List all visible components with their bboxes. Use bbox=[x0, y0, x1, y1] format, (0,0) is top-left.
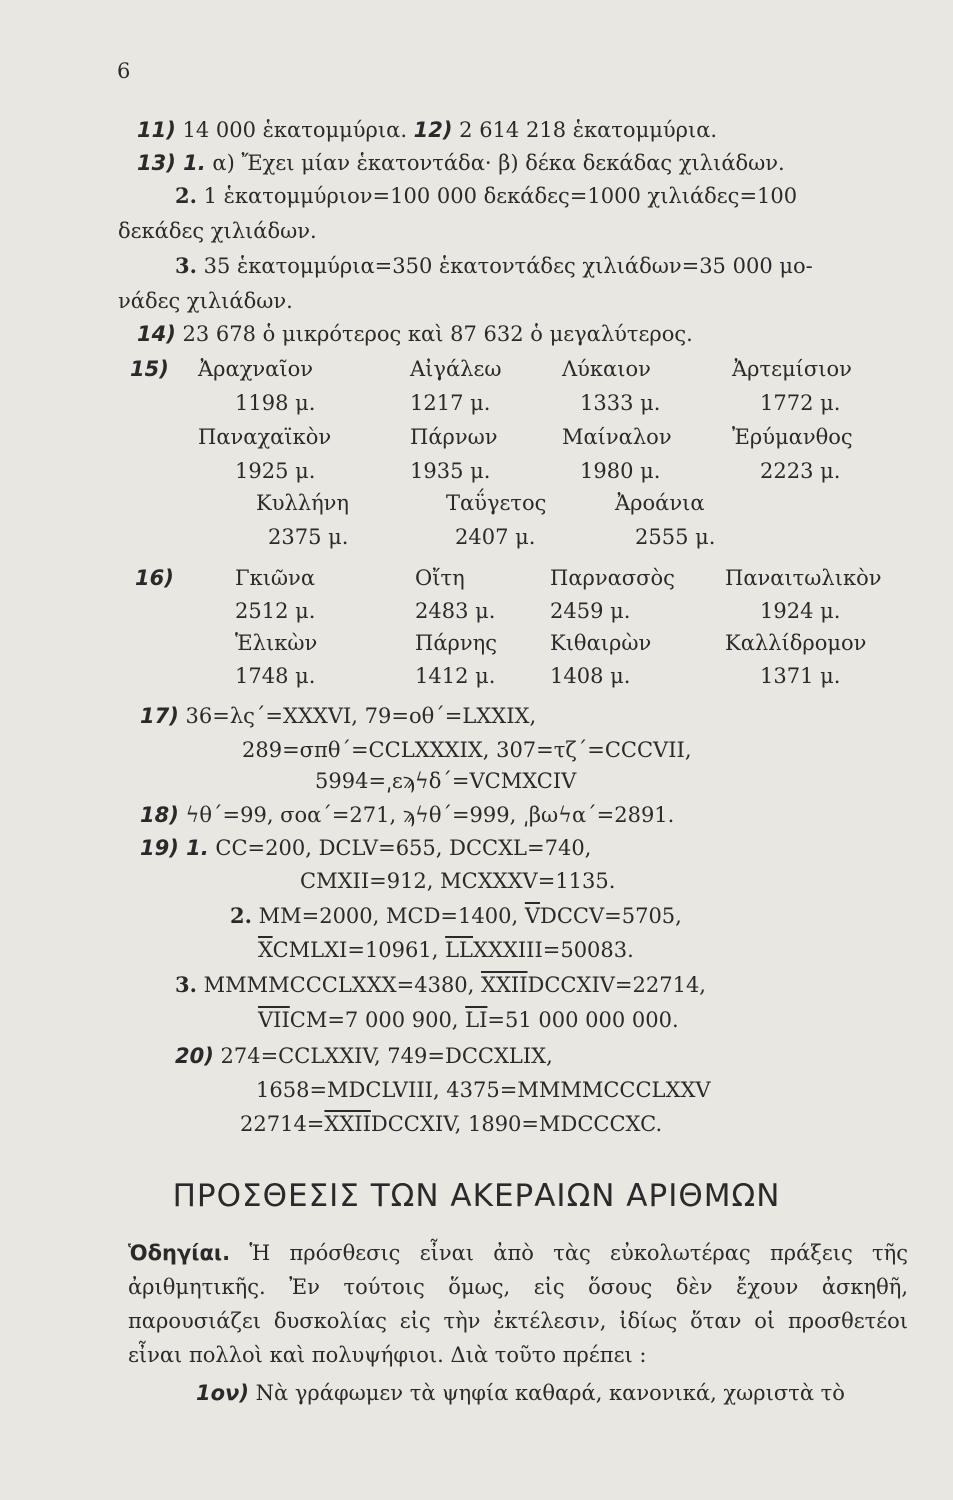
label-11: 11) bbox=[137, 118, 176, 142]
table15-cell-r4-c1: Ταΰγετος bbox=[446, 491, 547, 515]
label-13-1: 13) 1. bbox=[137, 151, 206, 175]
section-heading: ΠΡΟΣΘΕΣΙΣ ΤΩΝ ΑΚΕΡΑΙΩΝ ΑΡΙΘΜΩΝ bbox=[172, 1178, 781, 1214]
table16-cell-r1-c0: 2512 μ. bbox=[235, 599, 316, 623]
answer-19-text1: CC=200, DCLV=655, DCCXL=740, bbox=[208, 836, 592, 860]
answer-13-2 bbox=[175, 183, 797, 209]
answer-19-text5-end: DCCXIV=22714, bbox=[527, 973, 706, 997]
rule-1-label: 1ον) bbox=[196, 1381, 249, 1405]
table15-cell-r1-c2: 1333 μ. bbox=[580, 391, 661, 415]
answer-19-line4 bbox=[258, 937, 634, 963]
answer-19-text6: CM=7 000 900, bbox=[289, 1008, 466, 1032]
instructions-paragraph bbox=[128, 1236, 908, 1372]
table15-cell-r0-c1: Αἰγάλεω bbox=[410, 357, 502, 381]
answer-14 bbox=[137, 321, 693, 347]
table15-cell-r3-c2: 1980 μ. bbox=[580, 459, 661, 483]
answer-19-line2: CMXII=912, MCXXXV=1135. bbox=[300, 869, 616, 893]
answer-19-line6 bbox=[258, 1007, 679, 1033]
label-15: 15) bbox=[130, 357, 169, 381]
label-14: 14) bbox=[137, 322, 176, 346]
table16-cell-r2-c0: Ἑλικὼν bbox=[235, 631, 318, 655]
answer-18 bbox=[140, 802, 674, 828]
table16-cell-r3-c0: 1748 μ. bbox=[235, 664, 316, 688]
answer-19-text4: CMLXI=10961, bbox=[272, 938, 446, 962]
answer-20-text3b: DCCXIV, 1890=MDCCCXC. bbox=[370, 1112, 663, 1136]
rule-1 bbox=[196, 1380, 845, 1406]
page-number: 6 bbox=[117, 59, 131, 83]
table15-cell-r1-c0: 1198 μ. bbox=[235, 391, 316, 415]
table15-cell-r1-c3: 1772 μ. bbox=[760, 391, 841, 415]
table15-cell-r5-c0: 2375 μ. bbox=[268, 525, 349, 549]
label-18: 18) bbox=[140, 803, 179, 827]
table15-cell-r3-c3: 2223 μ. bbox=[760, 459, 841, 483]
answer-20-line3 bbox=[240, 1111, 662, 1137]
rule-1-text: Νὰ γράφωμεν τὰ ψηφία καθαρά, κανονικά, χωριστὰ τὸ bbox=[248, 1381, 845, 1405]
table16-cell-r2-c3: Καλλίδρομον bbox=[725, 631, 867, 655]
answer-13-2-text: 1 ἑκατομμύριον=100 000 δεκάδες=1000 χιλιάδες=100 bbox=[196, 184, 798, 208]
answer-19-text3-end: DCCV=5705, bbox=[539, 904, 682, 928]
answer-19-text4-end: XXXIII=50083. bbox=[473, 938, 634, 962]
answer-13-1 bbox=[137, 150, 785, 176]
table15-cell-r3-c1: 1935 μ. bbox=[410, 459, 491, 483]
label-13-2: 2. bbox=[175, 183, 197, 208]
table16-cell-r0-c0: Γκιῶνα bbox=[235, 566, 316, 590]
table16-cell-r0-c2: Παρνασσὸς bbox=[550, 566, 675, 590]
table15-cell-r5-c1: 2407 μ. bbox=[455, 525, 536, 549]
answer-19-line3 bbox=[230, 903, 682, 929]
answer-19-line1 bbox=[140, 835, 591, 861]
table15-cell-r2-c0: Παναχαϊκὸν bbox=[198, 425, 332, 449]
label-19: 19) 1. bbox=[140, 836, 209, 860]
answer-13-2-cont: δεκάδες χιλιάδων. bbox=[118, 219, 317, 243]
table15-cell-r1-c1: 1217 μ. bbox=[410, 391, 491, 415]
table16-cell-r2-c1: Πάρνης bbox=[415, 631, 497, 655]
answer-19-text4-overline: $\overline{X}$ bbox=[258, 938, 273, 962]
answer-17-line3: 5994=͵εϡϟδ´=VCMXCIV bbox=[315, 769, 577, 793]
table15-cell-r0-c2: Λύκαιον bbox=[562, 357, 651, 381]
table15-cell-r2-c2: Μαίναλον bbox=[562, 425, 672, 449]
table16-cell-r3-c2: 1408 μ. bbox=[550, 664, 631, 688]
answer-14-text: 23 678 ὁ μικρότερος καὶ 87 632 ὁ μεγαλύτερος. bbox=[175, 322, 693, 346]
answer-13-3 bbox=[175, 253, 813, 279]
answer-20-text1: 274=CCLXXIV, 749=DCCXLIX, bbox=[213, 1044, 553, 1068]
table15-cell-r0-c3: Ἀρτεμίσιον bbox=[732, 357, 852, 381]
answer-19-text4-overline2: $\overline{LL}$ bbox=[445, 938, 473, 962]
answer-19-text6-overline2: $\overline{LI}$ bbox=[465, 1008, 488, 1032]
table16-cell-r3-c3: 1371 μ. bbox=[760, 664, 841, 688]
label-13-3: 3. bbox=[175, 253, 197, 278]
answer-12-text: 2 614 218 ἑκατομμύρια. bbox=[452, 118, 718, 142]
answer-20-line2: 1658=MDCLVIII, 4375=MMMMCCCLXXV bbox=[256, 1078, 711, 1102]
answer-17-line1 bbox=[140, 703, 536, 729]
answer-19-text3: MM=2000, MCD=1400, bbox=[251, 904, 525, 928]
answer-19-text5: MMMMCCCLXXX=4380, bbox=[196, 973, 482, 997]
answer-19-text6-overline: $\overline{VII}$ bbox=[258, 1008, 290, 1032]
answer-20-text3a: 22714= bbox=[240, 1112, 325, 1136]
answer-17-text1: 36=λς´=XXXVI, 79=οθ´=LXXIX, bbox=[178, 704, 537, 728]
answer-19-text6-end: =51 000 000 000. bbox=[487, 1008, 679, 1032]
answer-20-line1 bbox=[175, 1043, 553, 1069]
answer-19-text5-overline: XXII bbox=[481, 973, 528, 997]
table15-cell-r2-c3: Ἐρύμανθος bbox=[732, 425, 853, 449]
label-20: 20) bbox=[175, 1044, 214, 1068]
answer-19-line5 bbox=[175, 972, 706, 998]
answer-13-3-cont: νάδες χιλιάδων. bbox=[118, 289, 293, 313]
label-16: 16) bbox=[135, 566, 174, 590]
answer-11-text: 14 000 ἑκατομμύρια. bbox=[175, 118, 414, 142]
table16-cell-r1-c1: 2483 μ. bbox=[415, 599, 496, 623]
table15-cell-r4-c2: Ἀροάνια bbox=[615, 491, 705, 515]
table15-cell-r3-c0: 1925 μ. bbox=[235, 459, 316, 483]
table16-cell-r1-c2: 2459 μ. bbox=[550, 599, 631, 623]
instructions-label: Ὁδηγίαι. bbox=[128, 1241, 231, 1265]
answer-19-text3-overline: $\overline{V}$ bbox=[524, 904, 540, 928]
table16-cell-r3-c1: 1412 μ. bbox=[415, 664, 496, 688]
instructions-text: Ἡ πρόσθεσις εἶναι ἀπὸ τὰς εὐκολωτέρας πράξεις τῆς ἀριθμητικῆς. Ἐν τούτοις ὅμως, εἰς ὅσους δὲν ἔχουν ἀσκηθῆ, παρουσιάζει δυσκολίας εἰς τὴν ἐκτέλεσιν, ἰδίως ὅταν οἱ προσθετέοι εἶναι πολλοὶ καὶ πολυψήφιοι. Διὰ τοῦτο πρέπει : bbox=[128, 1241, 908, 1367]
table16-cell-r1-c3: 1924 μ. bbox=[760, 599, 841, 623]
answer-13-3-text: 35 ἑκατομμύρια=350 ἑκατοντάδες χιλιάδων=35 000 μο- bbox=[196, 254, 813, 278]
table15-cell-r4-c0: Κυλλήνη bbox=[256, 491, 350, 515]
answer-18-text: ϟθ´=99, σοα´=271, ϡϟθ´=999, ͵βωϟα´=2891. bbox=[178, 803, 675, 827]
answer-20-text3-overline: XXII bbox=[324, 1112, 371, 1136]
label-19-3: 3. bbox=[175, 972, 197, 997]
answer-11-12 bbox=[137, 117, 717, 143]
answer-17-line2: 289=σπθ´=CCLXXXIX, 307=τζ´=CCCVII, bbox=[242, 738, 692, 762]
label-19-2: 2. bbox=[230, 903, 252, 928]
table16-cell-r2-c2: Κιθαιρὼν bbox=[550, 631, 652, 655]
table15-cell-r5-c2: 2555 μ. bbox=[635, 525, 716, 549]
label-12: 12) bbox=[413, 118, 453, 142]
answer-13-1-text: α) Ἔχει μίαν ἑκατοντάδα· β) δέκα δεκάδας χιλιάδων. bbox=[205, 151, 785, 175]
table16-cell-r0-c3: Παναιτωλικὸν bbox=[725, 566, 882, 590]
table15-cell-r0-c0: Ἀραχναῖον bbox=[198, 357, 314, 381]
table15-cell-r2-c1: Πάρνων bbox=[410, 425, 498, 449]
label-17: 17) bbox=[140, 704, 179, 728]
table16-cell-r0-c1: Οἴτη bbox=[415, 566, 465, 590]
